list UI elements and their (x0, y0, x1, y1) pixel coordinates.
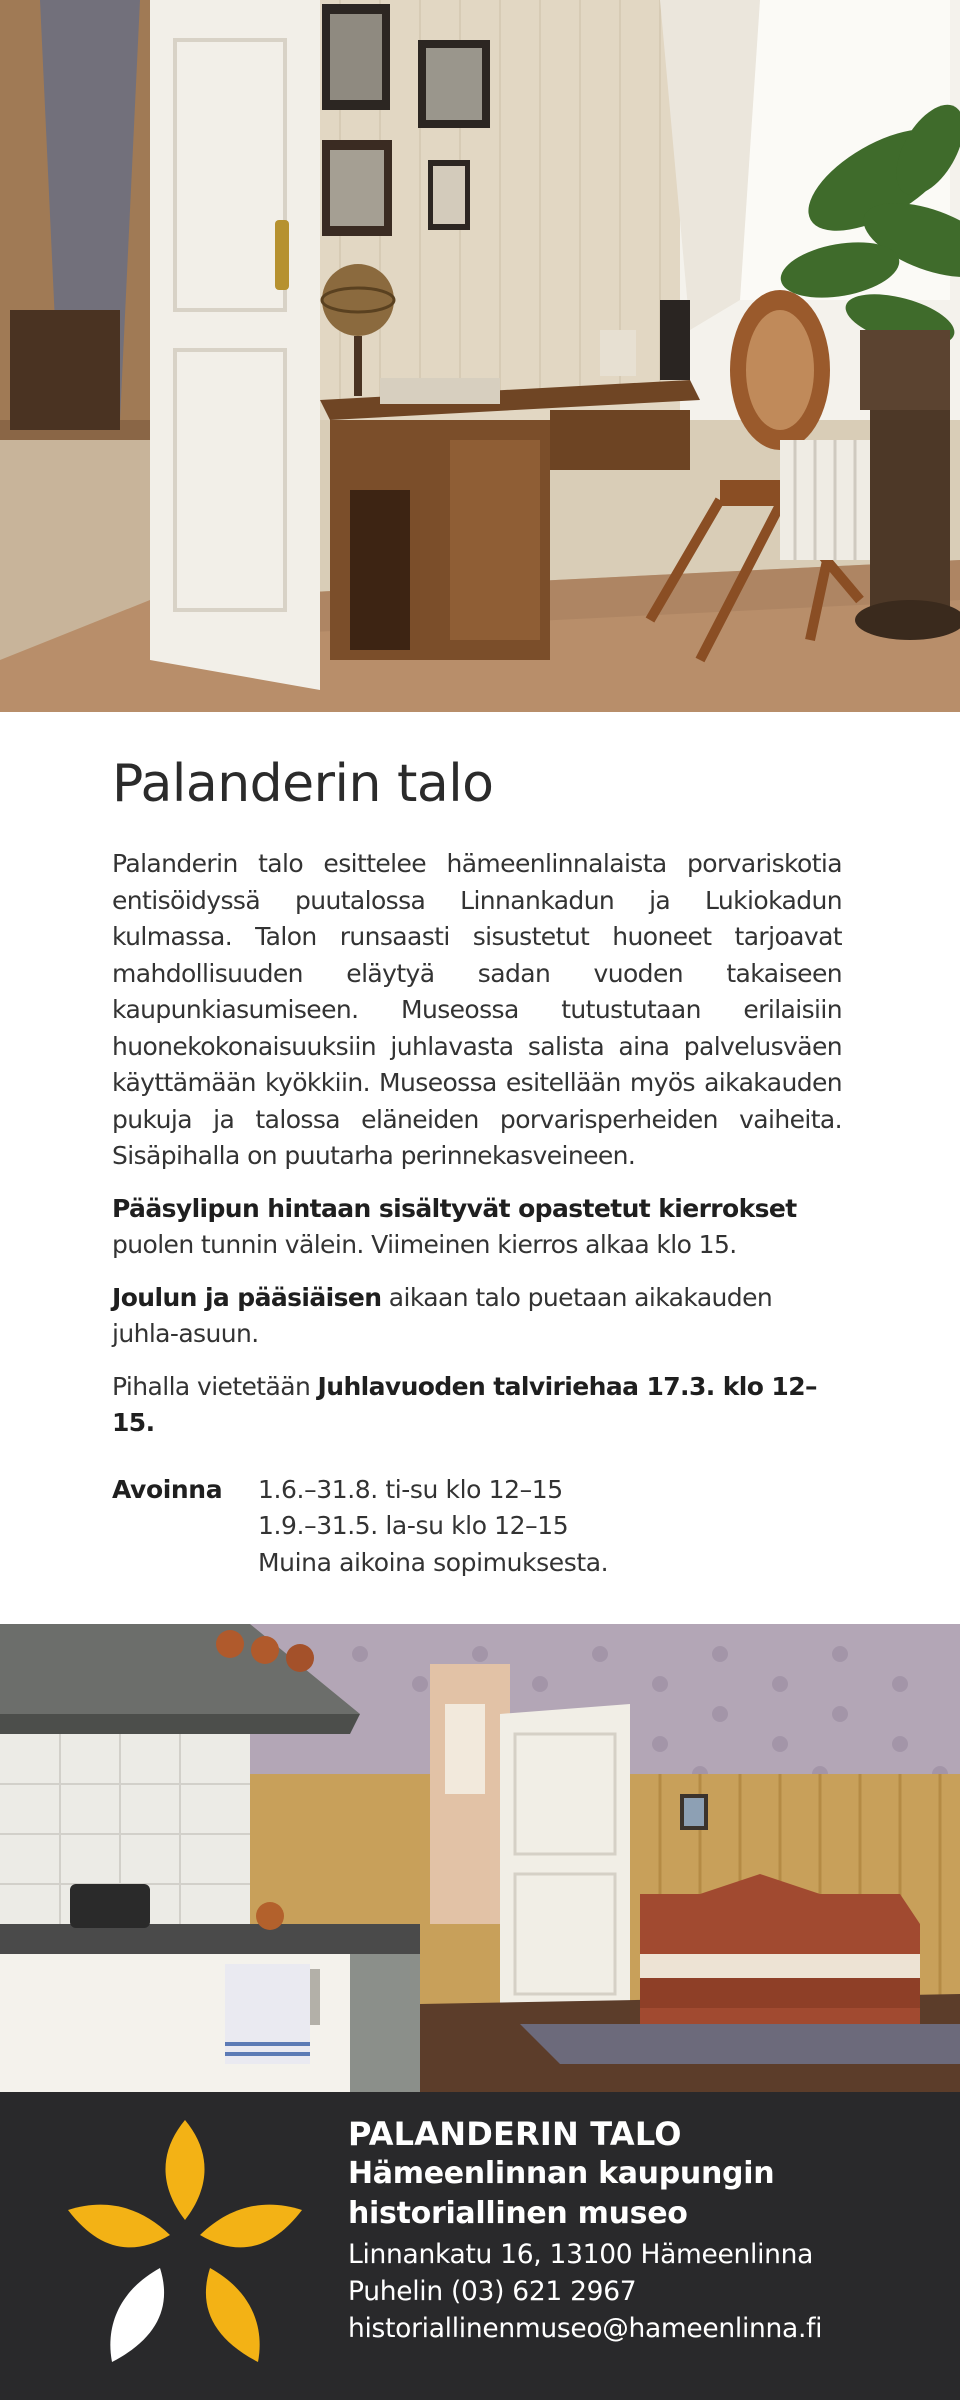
museum-subtitle-2: historiallinen museo (348, 2196, 688, 2231)
page-title: Palanderin talo (112, 754, 494, 814)
event-prefix: Pihalla vietetään (112, 1371, 318, 1401)
opening-hours-line: 1.6.–31.8. ti-su klo 12–15 (258, 1474, 563, 1504)
study-room-illustration (0, 0, 960, 712)
museum-name: PALANDERIN TALO (348, 2115, 682, 2153)
museum-logo-icon (60, 2110, 310, 2380)
museum-phone: Puhelin (03) 621 2967 (348, 2276, 637, 2307)
intro-paragraph: Palanderin talo esittelee hämeenlinnalaista porvariskotia entisöidyssä puutalossa Linnankadun ja Lukiokadun kulmassa. Talon runsaasti sisustetut huoneet tarjoavat mahdollisuuden eläytyä sadan vuoden takaiseen kaupunkiasumiseen. Museossa tutustutaan erilaisiin huonekokonaisuuksiin juhlavasta salista aina palvelusväen käyttämään kyökkiin. Museossa esitellään myös aikakauden pukuja ja talossa eläneiden porvarisperheiden vaiheita. Sisäpihalla on puutarha perinnekasveineen. (112, 849, 842, 1170)
bottom-photo (0, 1624, 960, 2092)
tours-lead: Pääsylipun hintaan sisältyvät opastetut kierrokset (112, 1193, 797, 1223)
footer (0, 2092, 960, 2400)
event-lead: Juhlavuoden talviriehaa 17.3. klo 12–15. (112, 1371, 817, 1437)
kitchen-illustration (0, 1624, 960, 2092)
museum-address: Linnankatu 16, 13100 Hämeenlinna (348, 2239, 814, 2270)
contact-info (348, 2114, 928, 2347)
holiday-lead: Joulun ja pääsiäisen (112, 1282, 382, 1312)
article (112, 752, 842, 1581)
opening-hours-line: Muina aikoina sopimuksesta. (258, 1547, 609, 1577)
top-photo (0, 0, 960, 712)
tours-text: puolen tunnin välein. Viimeinen kierros alkaa klo 15. (112, 1230, 737, 1259)
opening-hours (112, 1472, 842, 1582)
opening-hours-lines (258, 1472, 842, 1582)
opening-hours-label: Avoinna (112, 1474, 223, 1504)
museum-subtitle-1: Hämeenlinnan kaupungin (348, 2156, 775, 2191)
event-paragraph (112, 1369, 842, 1442)
holiday-paragraph (112, 1280, 842, 1353)
museum-email[interactable]: historiallinenmuseo@hameenlinna.fi (348, 2313, 823, 2344)
tours-paragraph (112, 1191, 842, 1264)
holiday-text: aikaan talo puetaan aikakauden juhla-asuun. (112, 1282, 773, 1348)
opening-hours-line: 1.9.–31.5. la-su klo 12–15 (258, 1511, 569, 1540)
